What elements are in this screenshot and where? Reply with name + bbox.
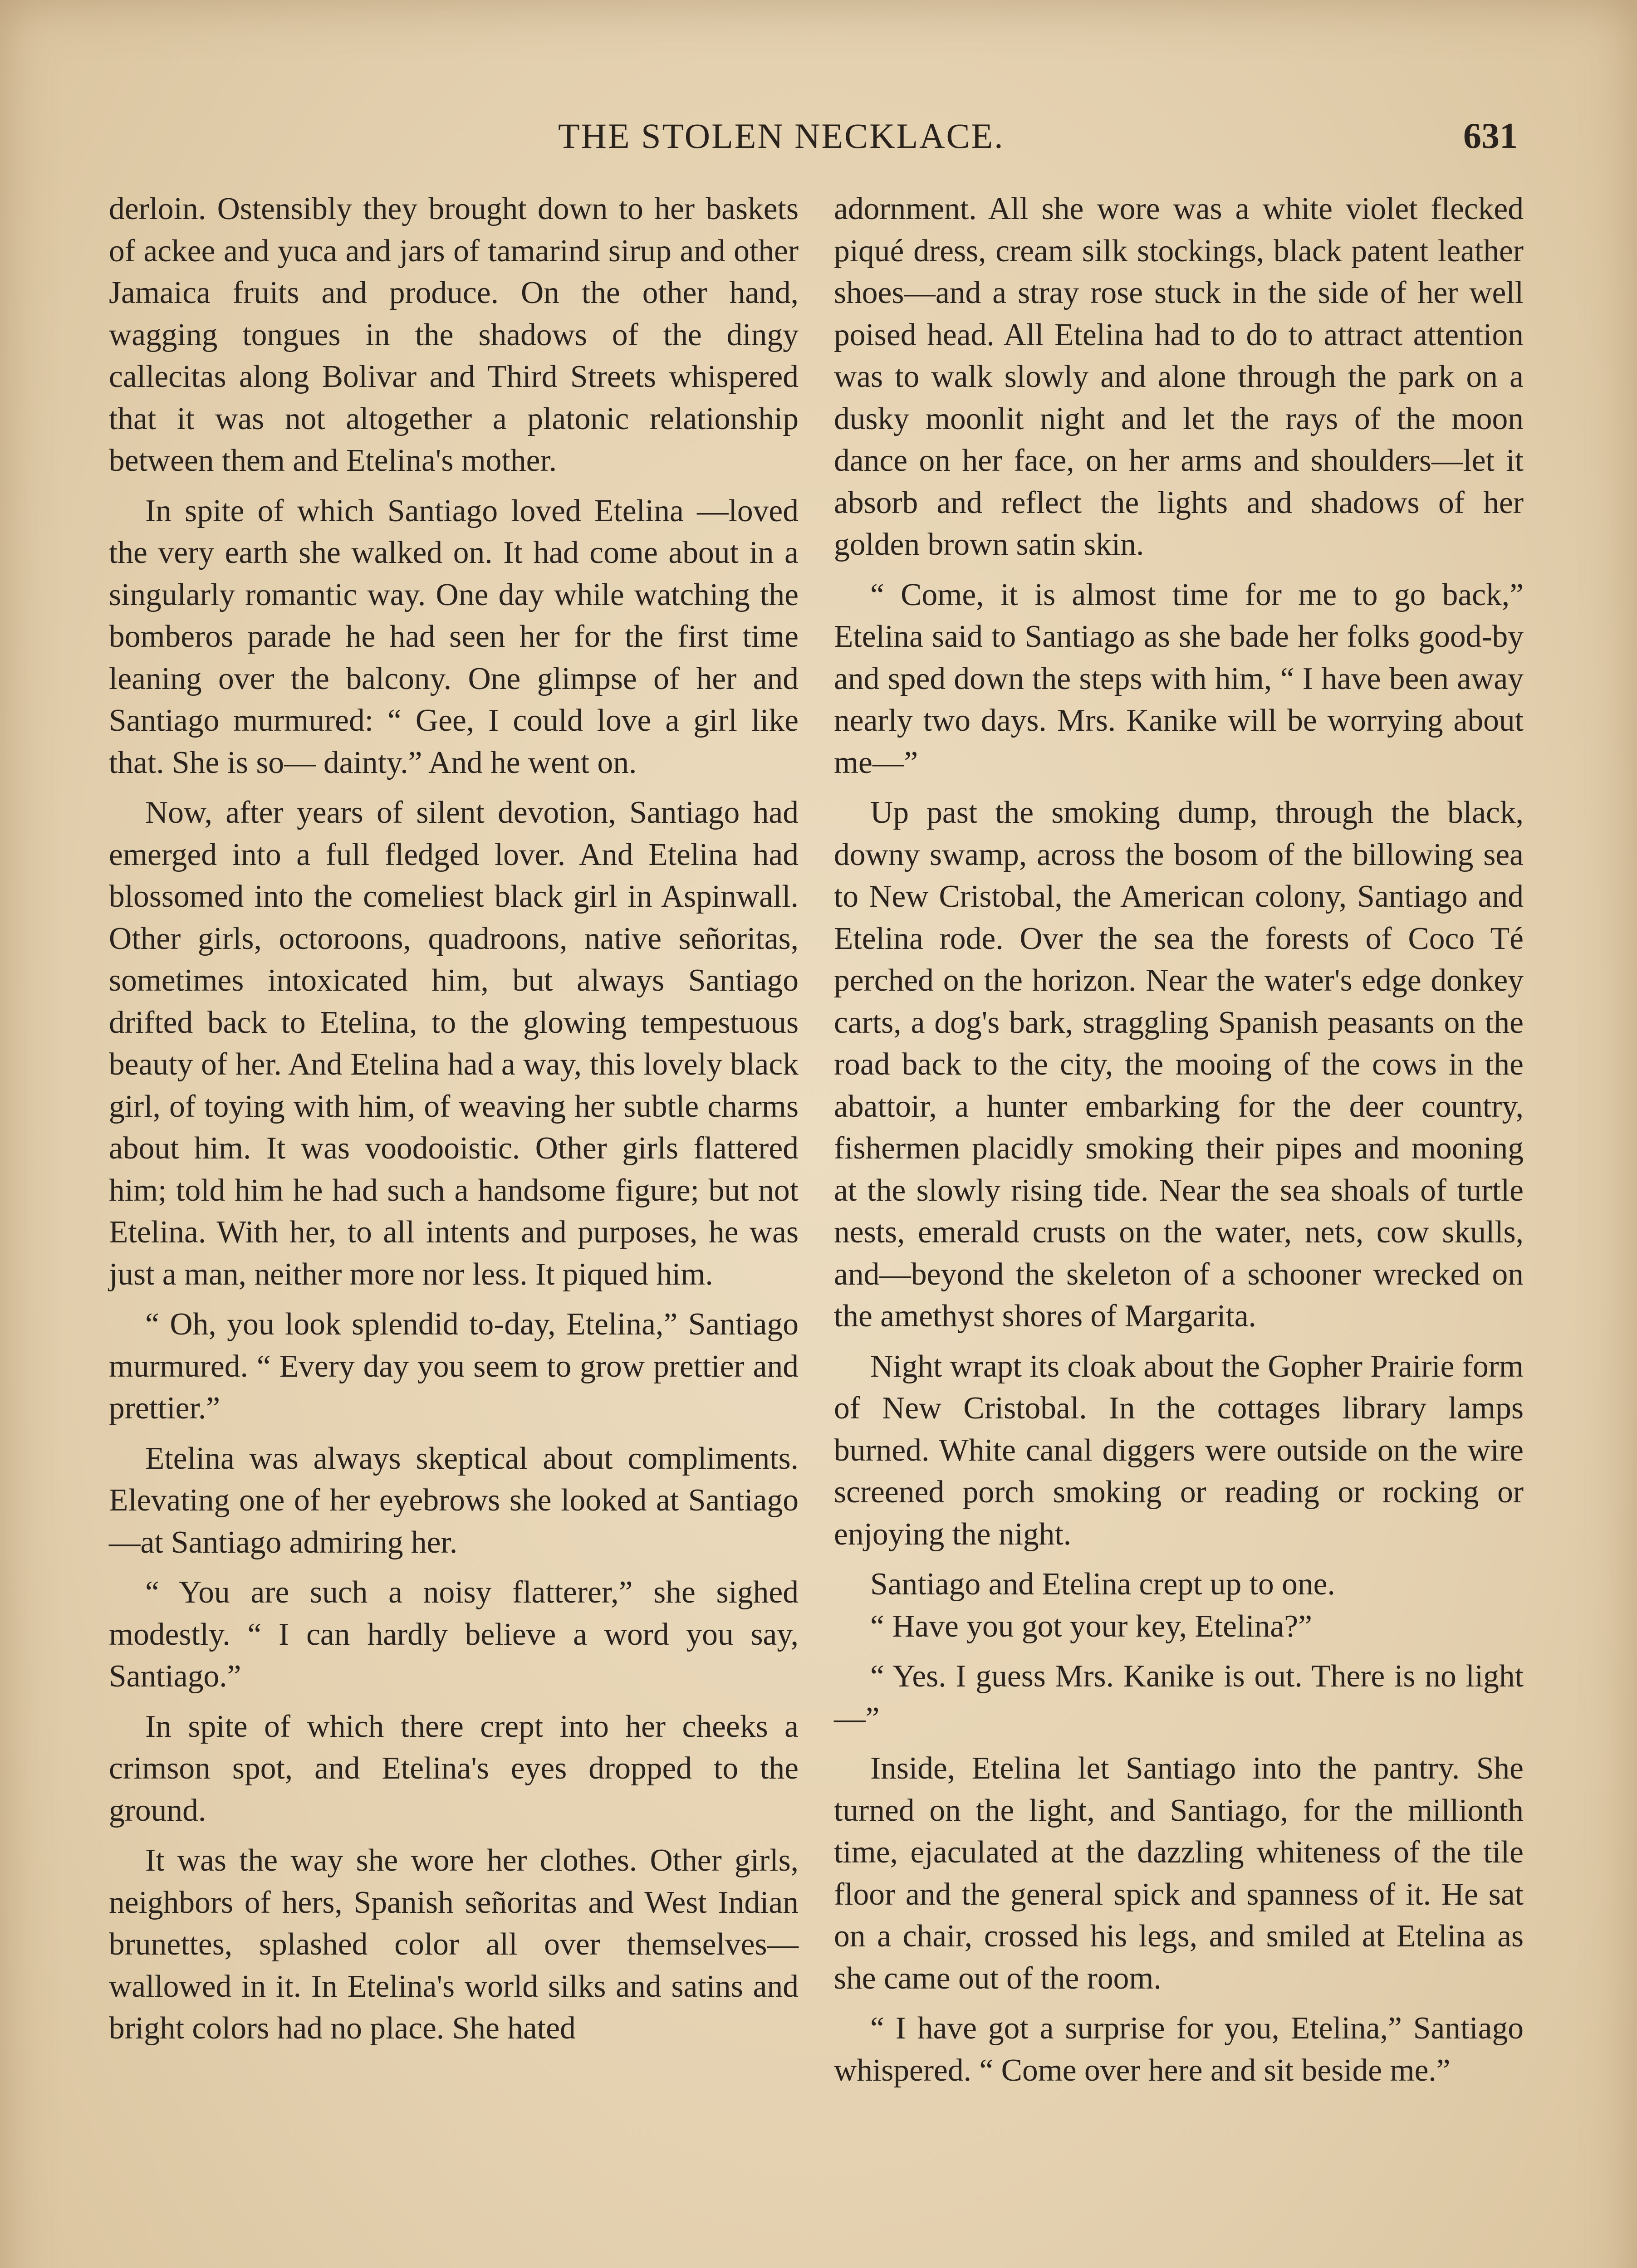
paragraph: “ Have you got your key, Etelina?” [870, 1608, 1312, 1644]
paragraph: “ Yes. I guess Mrs. Kanike is out. There is no light—” [834, 1659, 1524, 1736]
paragraph: Up past the smoking dump, through the black, downy swamp, across the bosom of the billowing sea to New Cristobal, the American colony, Santiago and Etelina rode. Over the sea the forests of Coco Té perched on the horizon. Near the water's edge donkey carts, a dog's bark, straggling Spanish peasants on the road back to the city, the mooing of the cows in the abattoir, a hunter embarking for the deer country, fishermen placidly smoking their pipes and mooning at the slowly rising tide. Near the sea shoals of turtle nests, emerald crusts on the water, nets, cow skulls, and—beyond the skeleton of a schooner wrecked on the amethyst shores of Margarita. [834, 795, 1524, 1334]
paragraph: “ Oh, you look splendid to-day, Etelina,” Santiago murmured. “ Every day you seem to grow prettier and prettier.” [109, 1307, 799, 1426]
paragraph: adornment. All she wore was a white violet flecked piqué dress, cream silk stockings, black patent leather shoes—and a stray rose stuck in the side of her well poised head. All Etelina had to do to attract attention was to walk slowly and alone through the park on a dusky moonlit night and let the rays of the moon dance on her face, on her arms and shoulders—let it absorb and reflect the lights and shadows of her golden brown satin skin. [834, 191, 1524, 562]
paragraph: Etelina was always skeptical about compliments. Elevating one of her eyebrows she looked at Santiago—at Santiago admiring her. [109, 1441, 799, 1560]
paragraph: Inside, Etelina let Santiago into the pantry. She turned on the light, and Santiago, for the millionth time, ejaculated at the dazzling whiteness of the tile floor and the general spick and spanness of it. He sat on a chair, crossed his legs, and smiled at Etelina as she came out of the room. [834, 1751, 1524, 1996]
page-number: 631 [1463, 116, 1518, 156]
left-text-column [109, 188, 799, 2050]
paragraph: It was the way she wore her clothes. Other girls, neighbors of hers, Spanish señoritas and West Indian brunettes, splashed color all over themselves—wallowed in it. In Etelina's world silks and satins and bright colors had no place. She hated [109, 1843, 799, 2046]
running-title: THE STOLEN NECKLACE. [558, 116, 1005, 156]
right-text-column [834, 188, 1524, 2092]
paragraph: Now, after years of silent devotion, Santiago had emerged into a full fledged lover. And Etelina had blossomed into the comeliest black girl in Aspinwall. Other girls, octoroons, quadroons, native señoritas, sometimes intoxicated him, but always Santiago drifted back to Etelina, to the glowing tempestuous beauty of her. And Etelina had a way, this lovely black girl, of toying with him, of weaving her subtle charms about him. It was voodooistic. Other girls flattered him; told him he had such a handsome figure; but not Etelina. With her, to all intents and purposes, he was just a man, neither more nor less. It piqued him. [109, 795, 799, 1292]
paragraph: Santiago and Etelina crept up to one. [870, 1567, 1335, 1602]
paragraph: “ I have got a surprise for you, Etelina,” Santiago whispered. “ Come over here and sit beside me.” [834, 2011, 1524, 2088]
paragraph: In spite of which Santiago loved Etelina —loved the very earth she walked on. It had come about in a singularly romantic way. One day while watching the bomberos parade he had seen her for the first time leaning over the balcony. One glimpse of her and Santiago murmured: “ Gee, I could love a girl like that. She is so— dainty.” And he went on. [109, 493, 799, 780]
paragraph: “ Come, it is almost time for me to go back,” Etelina said to Santiago as she bade her folks good-by and sped down the steps with him, “ I have been away nearly two days. Mrs. Kanike will be worrying about me—” [834, 577, 1524, 780]
paragraph: Night wrapt its cloak about the Gopher Prairie form of New Cristobal. In the cottages library lamps burned. White canal diggers were outside on the wire screened porch smoking or reading or rocking or enjoying the night. [834, 1349, 1524, 1552]
paragraph: “ You are such a noisy flatterer,” she sighed modestly. “ I can hardly believe a word you say, Santiago.” [109, 1575, 799, 1694]
paragraph: derloin. Ostensibly they brought down to her baskets of ackee and yuca and jars of tamarind sirup and other Jamaica fruits and produce. On the other hand, wagging tongues in the shadows of the dingy callecitas along Bolivar and Third Streets whispered that it was not altogether a platonic relationship between them and Etelina's mother. [109, 191, 799, 478]
paragraph: In spite of which there crept into her cheeks a crimson spot, and Etelina's eyes dropped to the ground. [109, 1709, 799, 1828]
